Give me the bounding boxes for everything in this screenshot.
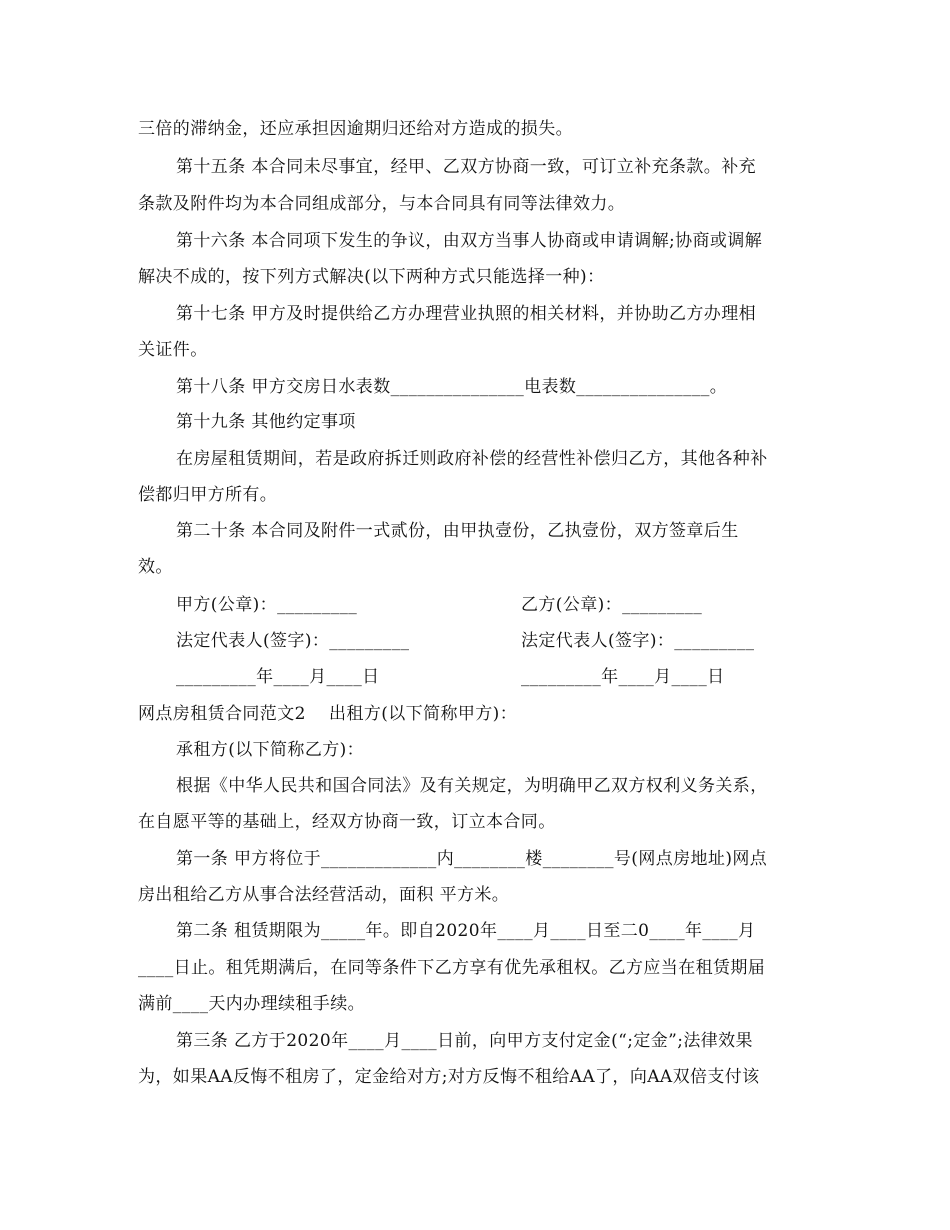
clause-18: 第十八条 甲方交房日水表数_______________电表数_______________。	[176, 377, 728, 397]
text-line: 关证件。	[138, 340, 208, 360]
party-b-seal: 乙方(公章)：_________	[521, 595, 703, 615]
text-line: 根据《中华人民共和国合同法》及有关规定，为明确甲乙双方权利义务关系，	[176, 776, 768, 796]
clause-17: 第十七条 甲方及时提供给乙方办理营业执照的相关材料，并协助乙方办理相	[176, 304, 757, 324]
article-3: 第三条 乙方于2020年____月____日前，向甲方支付定金(“;定金”;法律效果	[176, 1031, 753, 1051]
party-a-date: _________年____月____日	[176, 667, 380, 687]
text-line: 在自愿平等的基础上，经双方协商一致，订立本合同。	[138, 812, 556, 832]
clause-15: 第十五条 本合同未尽事宜，经甲、乙双方协商一致，可订立补充条款。补充	[176, 157, 757, 177]
text-line: 满前____天内办理续租手续。	[138, 994, 365, 1014]
article-2: 第二条 租赁期限为_____年。即自2020年____月____日至二0____年____月	[176, 921, 756, 941]
party-b-date: _________年____月____日	[521, 667, 725, 687]
section-heading: 网点房租赁合同范文2 出租方(以下简称甲方)：	[138, 704, 518, 724]
article-1: 第一条 甲方将位于_____________内________楼________号(网点房地址)网点	[176, 849, 768, 869]
text-line: 偿都归甲方所有。	[138, 485, 278, 505]
clause-16: 第十六条 本合同项下发生的争议，由双方当事人协商或申请调解;协商或调解	[176, 231, 763, 251]
text-line: ____日止。租凭期满后，在同等条件下乙方享有优先承租权。乙方应当在租赁期届	[138, 958, 766, 978]
text-line: 条款及附件均为本合同组成部分，与本合同具有同等法律效力。	[138, 194, 626, 214]
party-a-seal: 甲方(公章)：_________	[176, 595, 358, 615]
text-line: 为，如果AA反悔不租房了，定金给对方;对方反悔不租给AA了，向AA双倍支付该	[138, 1067, 760, 1087]
party-a-representative: 法定代表人(签字)：_________	[176, 631, 410, 651]
clause-20: 第二十条 本合同及附件一式贰份，由甲执壹份，乙执壹份，双方签章后生	[176, 521, 739, 541]
text-line: 在房屋租赁期间，若是政府拆迁则政府补偿的经营性补偿归乙方，其他各种补	[176, 449, 768, 469]
lessee-line: 承租方(以下简称乙方)：	[176, 740, 365, 760]
text-line: 三倍的滞纳金，还应承担因逾期归还给对方造成的损失。	[138, 119, 573, 139]
text-line: 房出租给乙方从事合法经营活动，面积 平方米。	[138, 885, 510, 905]
party-b-representative: 法定代表人(签字)：_________	[521, 631, 755, 651]
text-line: 效。	[138, 557, 173, 577]
clause-19: 第十九条 其他约定事项	[176, 412, 356, 432]
text-line: 解决不成的，按下列方式解决(以下两种方式只能选择一种)：	[138, 267, 605, 287]
